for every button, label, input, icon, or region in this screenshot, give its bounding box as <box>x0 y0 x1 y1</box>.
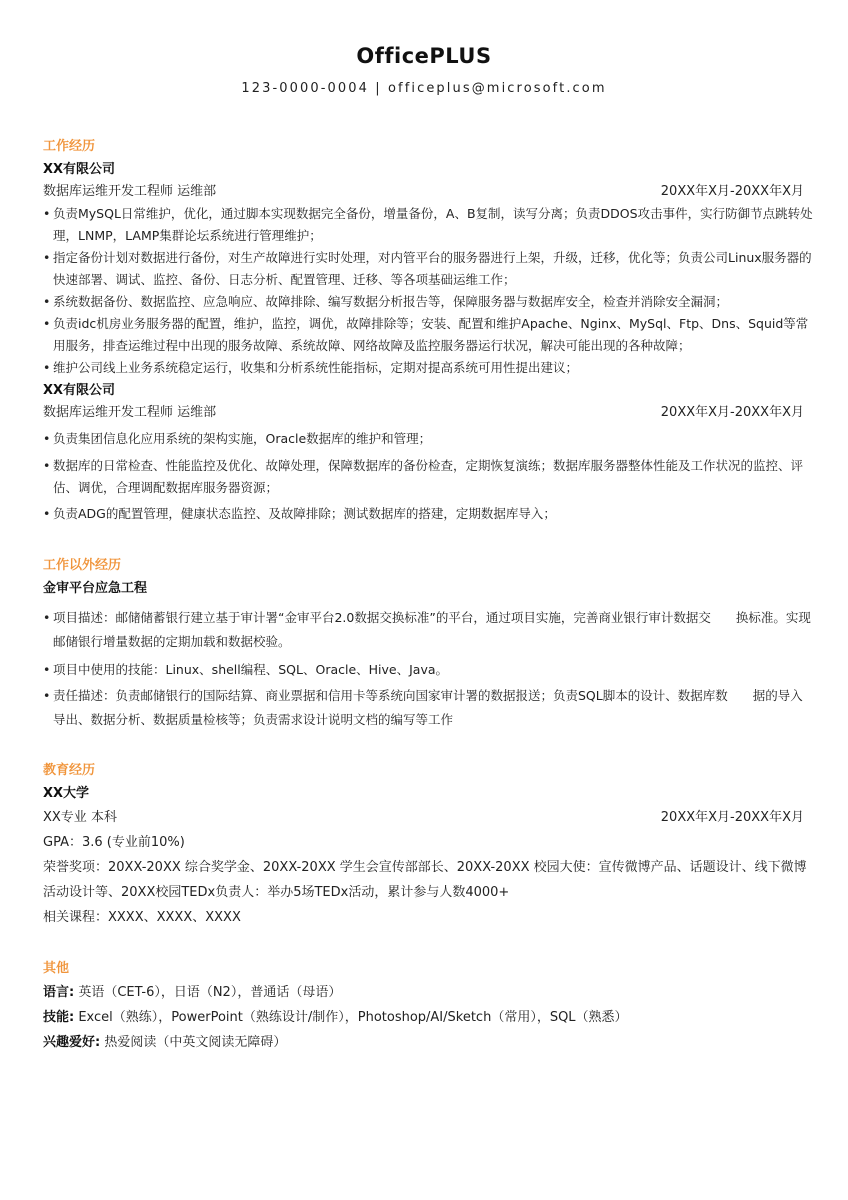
job-role: 数据库运维开发工程师 运维部 <box>43 405 217 420</box>
courses: 相关课程：XXXX、XXXX、XXXX <box>43 910 241 925</box>
resume-content <box>43 136 813 1055</box>
skills-value: Excel（熟练），PowerPoint（熟练设计/制作），Photoshop/AI/Sketch（常用），SQL（熟悉） <box>74 1010 628 1025</box>
contact-info: 123-0000-0004 | officeplus@microsoft.com <box>241 81 607 96</box>
duty-item: • 数据库的日常检查、性能监控及优化、故障处理，保障数据库的备份检查，定期恢复演练；数据库服务器整体性能及工作状况的监控、评估、调优，合理调配数据库服务器资源； <box>43 455 813 499</box>
language-value: 英语（CET-6），日语（N2），普通话（母语） <box>74 985 342 1000</box>
hobbies-label: 兴趣爱好: <box>43 1035 101 1050</box>
project-responsibility: • 责任描述：负责邮储银行的国际结算、商业票据和信用卡等系统向国家审计署的数据报送；负责SQL脚本的设计、数据库数 据的导入导出、数据分析、数据质量检核等；负责需求设计说明文档的编写等工作 <box>43 684 813 732</box>
job-row <box>43 402 813 424</box>
section-title-other: 其他 <box>43 961 70 976</box>
duty-item: • 负责idc机房业务服务器的配置，维护，监控，调优，故障排除等；安装、配置和维护Apache、Nginx、MySql、Ftp、Dns、Squid等常用服务，排查运维过程中出现的服务故障、系统故障、网络故障及监控服务器运行状况，解决可能出现的各种故障； <box>43 313 813 357</box>
section-title-extra: 工作以外经历 <box>43 558 122 573</box>
education-date: 20XX年X月-20XX年X月 <box>660 810 804 825</box>
skills-row <box>43 1005 813 1030</box>
job-row <box>43 181 813 203</box>
company-name: XX有限公司 <box>43 162 116 177</box>
duty-item: • 指定备份计划对数据进行备份，对生产故障进行实时处理，对内管平台的服务器进行上架，升级，迁移，优化等；负责公司Linux服务器的快速部署、调试、监控、备份、日志分析、配置管理、迁移、等各项基础运维工作； <box>43 247 813 291</box>
project-skills: • 项目中使用的技能：Linux、shell编程、SQL、Oracle、Hive、Java。 <box>43 658 813 682</box>
section-title-work: 工作经历 <box>43 139 96 154</box>
section-title-education: 教育经历 <box>43 763 96 778</box>
honors: 荣誉奖项：20XX-20XX 综合奖学金、20XX-20XX 学生会宣传部部长、20XX-20XX 校园大使：宣传微博产品、话题设计、线下微博活动设计等、20XX校园TEDx负责人：举办5场TEDx活动，累计参与人数4000+ <box>43 860 807 900</box>
job-role: 数据库运维开发工程师 运维部 <box>43 184 217 199</box>
duty-item: • 系统数据备份、数据监控、应急响应、故障排除、编写数据分析报告等，保障服务器与数据库安全，检查并消除安全漏洞； <box>43 291 813 313</box>
skills-label: 技能: <box>43 1010 75 1025</box>
duty-item: • 负责ADG的配置管理，健康状态监控、及故障排除；测试数据库的搭建，定期数据库导入； <box>43 503 813 525</box>
duty-item: • 负责MySQL日常维护，优化，通过脚本实现数据完全备份，增量备份，A、B复制，读写分离；负责DDOS攻击事件，实行防御节点跳转处理，LNMP，LAMP集群论坛系统进行管理维护； <box>43 203 813 247</box>
job-date: 20XX年X月-20XX年X月 <box>660 184 804 199</box>
gpa: GPA：3.6 (专业前10%) <box>43 835 185 850</box>
hobbies-row <box>43 1030 813 1055</box>
duty-item: • 负责集团信息化应用系统的架构实施，Oracle数据库的维护和管理； <box>43 428 813 450</box>
company-name: XX有限公司 <box>43 383 116 398</box>
hobbies-value: 热爱阅读（中英文阅读无障碍） <box>100 1035 287 1050</box>
school-name: XX大学 <box>43 786 90 801</box>
candidate-name: OfficePLUS <box>356 44 492 68</box>
education-row <box>43 805 813 830</box>
project-name: 金审平台应急工程 <box>43 581 148 596</box>
job-date: 20XX年X月-20XX年X月 <box>660 405 804 420</box>
job-duties <box>43 203 813 379</box>
major-degree: XX专业 本科 <box>43 810 117 825</box>
project-details <box>43 606 813 732</box>
duty-item: • 维护公司线上业务系统稳定运行，收集和分析系统性能指标，定期对提高系统可用性提出建议； <box>43 357 813 379</box>
language-row <box>43 980 813 1005</box>
job-duties <box>43 428 813 525</box>
language-label: 语言: <box>43 985 75 1000</box>
project-description: • 项目描述：邮储储蓄银行建立基于审计署“金审平台2.0数据交换标准”的平台，通过项目实施，完善商业银行审计数据交 换标准。实现邮储银行增量数据的定期加载和数据校验。 <box>43 606 813 654</box>
